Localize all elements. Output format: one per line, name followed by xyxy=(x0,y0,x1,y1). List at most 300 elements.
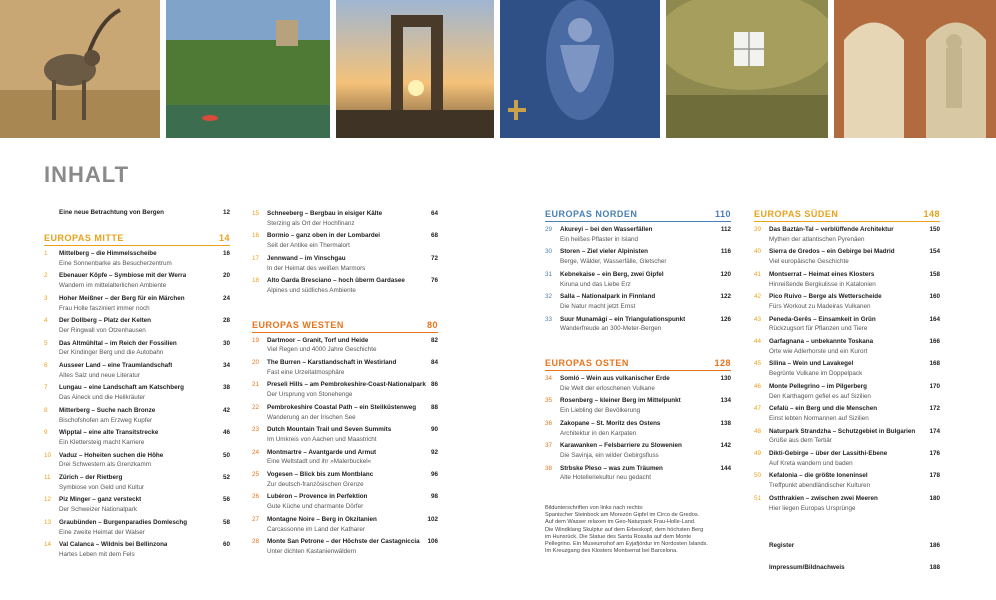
entry-subtitle: Begrünte Vulkane im Doppelpack xyxy=(769,370,863,378)
entry-number: 21 xyxy=(252,381,260,389)
toc-entry[interactable] xyxy=(44,294,230,313)
entry-subtitle: Symbiose von Geld und Kultur xyxy=(59,483,145,491)
toc-entry[interactable] xyxy=(754,382,940,401)
toc-entry[interactable] xyxy=(252,336,438,355)
toc-entry[interactable] xyxy=(252,425,438,444)
entries-norden xyxy=(545,225,731,334)
entry-number: 33 xyxy=(545,315,553,323)
toc-entry[interactable] xyxy=(252,358,438,377)
entry-title: Strbske Pleso – was zum Träumen xyxy=(560,464,663,472)
entry-subtitle: Treffpunkt abendländischer Kulturen xyxy=(769,482,871,490)
entry-page: 68 xyxy=(430,232,438,240)
toc-entry[interactable] xyxy=(754,247,940,266)
entry-subtitle: Unter dichten Kastanienwäldern xyxy=(267,547,357,555)
caption-line: Auf dem Wasser relaxen im Geo-Naturpark Frau-Holle-Land. xyxy=(545,519,696,526)
toc-entry[interactable] xyxy=(754,292,940,311)
caption-line: Die Windklang Skulptur auf dem Erbeskopf, dem höchsten Berg xyxy=(545,526,704,533)
entry-title: Ebenauer Köpfe – Symbiose mit der Werra xyxy=(59,272,187,280)
entry-subtitle: Alpines und südliches Ambiente xyxy=(267,286,356,294)
toc-column-3 xyxy=(545,209,731,483)
entry-subtitle: Wanderung an der Irischen See xyxy=(267,413,356,421)
entry-page: 112 xyxy=(720,226,731,233)
entry-title: Garfagnana – unbekannte Toskana xyxy=(769,338,874,346)
toc-entry[interactable] xyxy=(754,337,940,356)
section-title: EUROPAS WESTEN xyxy=(252,319,344,330)
caption-line: Bildunterschriften von links nach rechts: xyxy=(545,505,644,511)
caption-line: Spanischer Steinbock am Morezón Gipfel im Circo de Gredos. xyxy=(545,512,700,519)
entry-subtitle: Die Savinja, ein wilder Gebirgsfluss xyxy=(560,451,659,459)
toc-entry[interactable] xyxy=(545,396,731,415)
toc-column-4 xyxy=(754,209,940,571)
entry-title: Akureyi – bei den Wasserfällen xyxy=(560,226,653,233)
entry-page: 150 xyxy=(929,226,940,233)
entry-number: 5 xyxy=(44,339,48,347)
entry-page: 134 xyxy=(720,397,731,405)
entry-title: Vaduz – Hoheiten suchen die Höhe xyxy=(59,451,164,459)
entry-subtitle: Zur deutsch-französischen Grenze xyxy=(267,480,364,488)
photo-grass-house xyxy=(666,0,828,138)
entry-subtitle: Berge, Wälder, Wasserfälle, Gletscher xyxy=(560,258,667,266)
entry-number: 30 xyxy=(545,248,553,256)
entry-subtitle: Das Aineck und die Heilkräuter xyxy=(59,394,146,402)
section-header-sueden[interactable] xyxy=(754,209,940,222)
toc-entry[interactable] xyxy=(252,231,438,250)
entry-subtitle: Drei Schwestern als Grenzkamm xyxy=(59,461,152,469)
entry-page: 56 xyxy=(222,496,230,504)
entry-page: 30 xyxy=(222,339,230,347)
entry-page: 116 xyxy=(720,248,731,256)
entry-number: 26 xyxy=(252,493,260,501)
entry-title: Preseli Hills – am Pembrokeshire-Coast-Nationalpark xyxy=(267,381,426,389)
entry-number: 14 xyxy=(44,541,52,549)
entry-title: Storen – Ziel vieler Alpinisten xyxy=(560,248,648,256)
entry-page: 158 xyxy=(929,270,940,278)
entry-number: 7 xyxy=(44,384,48,392)
toc-column-1 xyxy=(44,209,230,560)
entry-subtitle: Ein heißes Pflaster in Island xyxy=(560,235,639,243)
entry-page: 174 xyxy=(929,427,940,435)
entry-page: 166 xyxy=(929,338,940,346)
entry-title: Montmartre – Avantgarde und Armut xyxy=(267,448,377,456)
section-header-norden[interactable] xyxy=(545,209,731,222)
toc-entry[interactable] xyxy=(545,270,731,289)
entry-page: 154 xyxy=(929,248,940,256)
toc-entry[interactable] xyxy=(754,225,940,244)
entry-title: Naturpark Strandzha – Schutzgebiet in Bulgarien xyxy=(769,427,916,435)
toc-entry-impressum[interactable] xyxy=(754,564,940,571)
entry-page: 180 xyxy=(929,494,940,502)
entry-title: Eine neue Betrachtung von Bergen xyxy=(59,209,164,216)
entry-title: Graubünden – Burgenparadies Domleschg xyxy=(59,518,188,526)
section-title: EUROPAS SÜDEN xyxy=(754,209,839,219)
entry-number: 51 xyxy=(754,494,762,502)
entry-number: 47 xyxy=(754,405,762,413)
section-header-westen[interactable] xyxy=(252,320,438,333)
entry-page: 84 xyxy=(430,359,438,367)
photo-madonna-statue xyxy=(500,0,660,138)
entry-number: 46 xyxy=(754,382,762,390)
entry-title: Hoher Meißner – der Berg für ein Märchen xyxy=(59,294,185,302)
section-page: 14 xyxy=(218,233,230,243)
entry-subtitle: Architektur in den Karpaten xyxy=(560,429,637,437)
entry-subtitle: Ein Klettersteig macht Karriere xyxy=(59,438,145,446)
entry-title: Karawanken – Felsbarriere zu Slowenien xyxy=(560,442,682,450)
section-title: EUROPAS OSTEN xyxy=(545,358,629,369)
entry-subtitle: In der Heimat des weißen Marmors xyxy=(267,264,366,272)
toc-entry[interactable] xyxy=(545,225,731,244)
entry-title: Alto Garda Bresciano – hoch überm Gardasee xyxy=(267,277,405,285)
entry-page: 64 xyxy=(430,210,438,217)
entry-title: Piz Minger – ganz versteckt xyxy=(59,496,142,504)
photo-sunset-sculpture xyxy=(336,0,494,138)
entry-subtitle: Ein Liebling der Bevölkerung xyxy=(560,407,641,415)
entry-number: 31 xyxy=(545,270,553,278)
toc-entry[interactable] xyxy=(545,464,731,483)
entry-page: 176 xyxy=(929,450,940,458)
entry-title: Dutch Mountain Trail und Seven Summits xyxy=(267,426,392,434)
entry-page: 170 xyxy=(929,382,940,390)
toc-entry[interactable] xyxy=(44,271,230,290)
entry-number: 37 xyxy=(545,442,553,450)
entry-title: Der Dollberg – Platz der Kelten xyxy=(59,317,152,325)
entry-title: Bormio – ganz oben in der Lombardei xyxy=(267,232,381,240)
entry-number: 17 xyxy=(252,254,260,262)
entry-number: 49 xyxy=(754,450,762,458)
toc-entry[interactable] xyxy=(44,473,230,492)
entry-title: Silina – Wein und Lavakegel xyxy=(769,360,854,368)
caption-line: im Hunsrück. Die Statue des Santa Rosalia auf dem Monte xyxy=(545,533,692,540)
section-header-osten[interactable] xyxy=(545,358,731,371)
toc-entry[interactable] xyxy=(252,448,438,467)
entry-page: 164 xyxy=(929,315,940,323)
entry-number: 40 xyxy=(754,248,762,256)
entry-subtitle: Eine Weltstadt und ihr »Malerbuckel« xyxy=(267,458,372,466)
entry-page: 120 xyxy=(720,270,731,278)
section-page: 128 xyxy=(714,358,731,369)
photo-ibex xyxy=(0,0,160,138)
entry-subtitle: Seit der Antike ein Thermalort xyxy=(267,242,350,250)
entry-page: 142 xyxy=(720,442,731,450)
toc-entry[interactable] xyxy=(44,383,230,402)
entry-page: 186 xyxy=(929,542,940,550)
entry-number: 28 xyxy=(252,538,260,546)
toc-entry[interactable] xyxy=(44,406,230,425)
entry-title: Vogesen – Blick bis zum Montblanc xyxy=(267,471,374,479)
entry-page: 102 xyxy=(427,515,438,523)
entry-page: 42 xyxy=(222,406,230,414)
entry-title: Montagne Noire – Berg in Okzitanien xyxy=(267,515,377,523)
entry-title: Zakopane – St. Moritz des Ostens xyxy=(560,419,661,427)
entry-title: Peneda-Gerês – Einsamkeit in Grün xyxy=(769,315,876,323)
entry-number: 3 xyxy=(44,294,48,302)
entry-page: 58 xyxy=(222,518,230,526)
entry-number: 20 xyxy=(252,359,260,367)
toc-entry[interactable] xyxy=(252,380,438,399)
entry-number: 19 xyxy=(252,336,260,344)
entry-title: Pembrokeshire Coastal Path – ein Steilküstenweg xyxy=(267,403,417,411)
toc-entry[interactable] xyxy=(545,292,731,311)
entry-page: 90 xyxy=(430,426,438,434)
entry-title: Monte San Petrone – der Höchste der Castagniccia xyxy=(267,538,420,546)
photo-captions xyxy=(545,505,725,555)
toc-entry[interactable] xyxy=(754,270,940,289)
toc-entry[interactable] xyxy=(44,540,230,559)
entry-subtitle: Gute Küche und charmante Dörfer xyxy=(267,503,364,511)
toc-entry[interactable] xyxy=(545,419,731,438)
entry-number: 4 xyxy=(44,317,48,325)
toc-entry[interactable] xyxy=(545,315,731,334)
toc-entry[interactable] xyxy=(754,315,940,334)
section-title: EUROPAS NORDEN xyxy=(545,209,638,219)
toc-entry[interactable] xyxy=(252,470,438,489)
entry-title: Dartmoor – Granit, Torf und Heide xyxy=(267,336,369,344)
entry-title: Cefalù – ein Berg und die Menschen xyxy=(769,405,878,413)
entry-subtitle: Hinreißende Bergkulisse in Katalonien xyxy=(769,280,876,288)
entry-subtitle: Die Welt der erloschenen Vulkane xyxy=(560,384,655,392)
toc-entry[interactable] xyxy=(754,359,940,378)
photo-strip xyxy=(0,0,996,138)
entry-subtitle: Der Ursprung von Stonehenge xyxy=(267,391,353,399)
entry-title: Suur Munamägi – ein Triangulationspunkt xyxy=(560,315,686,323)
entry-title: Sierra de Gredos – ein Gebirge bei Madrid xyxy=(769,248,895,256)
entry-subtitle: Der Schweizer Nationalpark xyxy=(59,506,138,514)
entry-subtitle: Viel Regen und 4000 Jahre Geschichte xyxy=(267,346,377,354)
entry-subtitle: Sterzing als Ort der Hochfinanz xyxy=(267,219,355,227)
entry-subtitle: Die Natur macht jetzt Ernst xyxy=(560,302,636,310)
entry-page: 144 xyxy=(720,464,731,472)
caption-line: Im Kreuzgang des Klosters Montserrat bei Barcelona. xyxy=(545,548,678,555)
section-page: 148 xyxy=(923,209,940,219)
entry-page: 168 xyxy=(929,360,940,368)
toc-entry[interactable] xyxy=(252,492,438,511)
entry-number: 34 xyxy=(545,375,553,383)
entry-subtitle: Auf Kreta wandern und baden xyxy=(769,459,853,467)
caption-line: Pellegrino. Ein Museumshof am Eyjafjördur im Nordosten Islands. xyxy=(545,541,708,548)
entry-number: 6 xyxy=(44,362,48,370)
entry-page: 20 xyxy=(222,272,230,280)
entry-number: 48 xyxy=(754,427,762,435)
toc-entry[interactable] xyxy=(545,247,731,266)
toc-entry[interactable] xyxy=(545,441,731,460)
toc-entry[interactable] xyxy=(44,316,230,335)
entry-number: 2 xyxy=(44,272,48,280)
entry-page: 60 xyxy=(222,541,230,549)
section-header-mitte[interactable] xyxy=(44,233,230,246)
entry-title: Das Altmühltal – im Reich der Fossilien xyxy=(59,339,177,347)
toc-entry[interactable] xyxy=(754,427,940,446)
entry-subtitle: Wanderfreude an 300-Meter-Bergen xyxy=(560,325,662,333)
section-page: 80 xyxy=(426,319,438,330)
entry-subtitle: Einst lebten Normannen auf Sizilien xyxy=(769,414,869,422)
entries-westen xyxy=(252,336,438,557)
toc-entry[interactable] xyxy=(545,374,731,393)
entry-subtitle: Alte Hotelleriekultur neu gedacht xyxy=(560,474,652,482)
entry-number: 13 xyxy=(44,518,52,526)
toc-entry[interactable] xyxy=(44,495,230,514)
entry-subtitle: Viel europäische Geschichte xyxy=(769,258,849,266)
toc-entry[interactable] xyxy=(252,276,438,295)
entry-subtitle: Fast eine Urzeitatmosphäre xyxy=(267,368,345,376)
toc-entry[interactable] xyxy=(754,404,940,423)
toc-entry[interactable] xyxy=(44,428,230,447)
entry-title: Rosenberg – kleiner Berg im Mittelpunkt xyxy=(560,397,681,405)
entry-page: 138 xyxy=(720,419,731,427)
toc-entry[interactable] xyxy=(252,403,438,422)
entry-number: 35 xyxy=(545,397,553,405)
entry-page: 188 xyxy=(929,564,940,572)
entry-page: 122 xyxy=(720,293,731,301)
entry-subtitle: Carcassonne im Land der Katharer xyxy=(267,525,366,533)
entry-page: 82 xyxy=(430,336,438,344)
entry-title: Mittelberg – die Himmelsscheibe xyxy=(59,250,157,257)
entry-title: Zürich – der Rietberg xyxy=(59,474,123,482)
toc-entry[interactable] xyxy=(252,515,438,534)
entry-title: Monte Pellegrino – im Pilgerberg xyxy=(769,382,867,390)
entry-number: 36 xyxy=(545,419,553,427)
entry-title: Das Baztán-Tal – verblüffende Architektur xyxy=(769,226,894,233)
entry-page: 52 xyxy=(222,474,230,482)
entries-osten xyxy=(545,374,731,483)
entry-subtitle: Grüße aus dem Tertiär xyxy=(769,437,832,445)
entry-title: Salla – Nationalpark in Finnland xyxy=(560,293,656,301)
entry-page: 126 xyxy=(720,315,731,323)
entry-number: 29 xyxy=(545,226,553,233)
entry-page: 72 xyxy=(430,254,438,262)
entry-number: 41 xyxy=(754,270,762,278)
entry-number: 32 xyxy=(545,293,553,301)
entry-page: 76 xyxy=(430,277,438,285)
entry-subtitle: Rückzugsort für Pflanzen und Tiere xyxy=(769,325,868,333)
entry-subtitle: Altes Salz und neue Literatur xyxy=(59,371,140,379)
entry-subtitle: Mythen der atlantischen Pyrenäen xyxy=(769,235,865,243)
entry-title: Val Calanca – Wildnis bei Bellinzona xyxy=(59,541,168,549)
entry-number: 43 xyxy=(754,315,762,323)
entry-number: 22 xyxy=(252,403,260,411)
toc-entry[interactable] xyxy=(44,339,230,358)
entry-number: 1 xyxy=(44,250,48,257)
entry-title: Montserrat – Heimat eines Klosters xyxy=(769,270,875,278)
toc-entry[interactable] xyxy=(44,249,230,268)
entry-number: 8 xyxy=(44,406,48,414)
entry-page: 178 xyxy=(929,472,940,480)
entry-title: The Burren – Karstlandschaft in Westirland xyxy=(267,359,397,367)
toc-entry[interactable] xyxy=(44,451,230,470)
entry-title: Ausseer Land – eine Traumlandschaft xyxy=(59,362,173,370)
entry-number: 38 xyxy=(545,464,553,472)
entry-page: 38 xyxy=(222,384,230,392)
entry-number: 27 xyxy=(252,515,260,523)
entry-subtitle: Der Ringwall von Otzenhausen xyxy=(59,326,146,334)
entry-title: Mitterberg – Suche nach Bronze xyxy=(59,406,156,414)
entry-page: 106 xyxy=(427,538,438,546)
entry-page: 16 xyxy=(222,250,230,257)
entry-number: 39 xyxy=(754,226,762,233)
toc-entry[interactable] xyxy=(754,471,940,490)
entry-number: 24 xyxy=(252,448,260,456)
photo-arches-statue xyxy=(834,0,996,138)
toc-entry[interactable] xyxy=(252,537,438,556)
entry-title: Register xyxy=(769,542,795,550)
entry-title: Wipptal – eine alte Transitstrecke xyxy=(59,429,159,437)
entry-title: Kebnekaise – ein Berg, zwei Gipfel xyxy=(560,270,664,278)
entry-title: Kefalonia – die größte Ioneninsel xyxy=(769,472,868,480)
entry-subtitle: Wandern im mittelalterlichen Ambiente xyxy=(59,282,167,290)
toc-entry[interactable] xyxy=(754,494,940,513)
entry-page: 12 xyxy=(222,209,230,216)
entry-title: Impressum/Bildnachweis xyxy=(769,564,845,572)
entry-number: 16 xyxy=(252,232,260,240)
entry-subtitle: Den Karthagern gefiel es auf Sizilien xyxy=(769,392,871,400)
entry-subtitle: Hartes Leben mit dem Fels xyxy=(59,550,135,558)
entry-title: Lungau – eine Landschaft am Katschberg xyxy=(59,384,184,392)
entry-title: Pico Ruivo – Berge als Wetterscheide xyxy=(769,293,882,301)
entry-subtitle: Orte wie Adlerhorste und ein Kurort xyxy=(769,347,868,355)
entry-number: 12 xyxy=(44,496,52,504)
entry-page: 92 xyxy=(430,448,438,456)
entry-subtitle: Der Kindinger Berg und die Autobahn xyxy=(59,349,164,357)
toc-entry-intro[interactable] xyxy=(44,209,230,216)
entry-number: 25 xyxy=(252,471,260,479)
entry-subtitle: Kiruna und das Liebe Erz xyxy=(560,280,631,288)
photo-castle-river xyxy=(166,0,330,138)
page-title: INHALT xyxy=(44,162,130,187)
entry-title: Schneeberg – Bergbau in eisiger Kälte xyxy=(267,210,383,217)
entry-subtitle: Im Umkreis von Aachen und Maastricht xyxy=(267,435,377,443)
entry-number: 10 xyxy=(44,451,52,459)
entry-number: 15 xyxy=(252,210,260,217)
entries-mitte xyxy=(44,249,230,560)
entry-page: 28 xyxy=(222,317,230,325)
entry-page: 50 xyxy=(222,451,230,459)
entry-number: 9 xyxy=(44,429,48,437)
entry-page: 86 xyxy=(430,381,438,389)
toc-entry[interactable] xyxy=(754,449,940,468)
entry-title: Jennwand – im Vinschgau xyxy=(267,254,346,262)
entry-title: Dikti-Gebirge – über der Lassithi-Ebene xyxy=(769,450,888,458)
toc-entry-register[interactable] xyxy=(754,542,940,549)
entry-page: 34 xyxy=(222,362,230,370)
entry-page: 24 xyxy=(222,294,230,302)
entry-number: 11 xyxy=(44,474,51,482)
entry-number: 50 xyxy=(754,472,762,480)
entry-title: Ostthrakien – zwischen zwei Meeren xyxy=(769,494,878,502)
entry-subtitle: Eine Sonnenbarke als Besucherzentrum xyxy=(59,259,172,267)
section-title: EUROPAS MITTE xyxy=(44,233,124,243)
entry-page: 98 xyxy=(430,493,438,501)
entry-number: 23 xyxy=(252,426,260,434)
entry-number: 45 xyxy=(754,360,762,368)
toc-entry[interactable] xyxy=(252,209,438,228)
toc-column-2 xyxy=(252,209,438,557)
entry-subtitle: Frau Holle fasziniert immer noch xyxy=(59,304,150,312)
entry-number: 18 xyxy=(252,277,260,285)
entry-page: 172 xyxy=(929,405,940,413)
entry-title: Lubéron – Provence in Perfektion xyxy=(267,493,368,501)
entry-number: 44 xyxy=(754,338,762,346)
entry-page: 160 xyxy=(929,293,940,301)
toc-entry[interactable] xyxy=(252,254,438,273)
toc-entry[interactable] xyxy=(44,361,230,380)
toc-entry[interactable] xyxy=(44,518,230,537)
entry-page: 130 xyxy=(720,375,731,383)
entry-subtitle: Bischofshofen am Erzweg Kupfer xyxy=(59,416,153,424)
entry-subtitle: Fürs Workout zu Madeiras Vulkanen xyxy=(769,302,871,310)
entry-page: 88 xyxy=(430,403,438,411)
entry-page: 46 xyxy=(222,429,230,437)
entry-title: Somló – Wein aus vulkanischer Erde xyxy=(560,375,670,383)
entry-subtitle: Hier liegen Europas Ursprünge xyxy=(769,504,856,512)
entry-number: 42 xyxy=(754,293,762,301)
